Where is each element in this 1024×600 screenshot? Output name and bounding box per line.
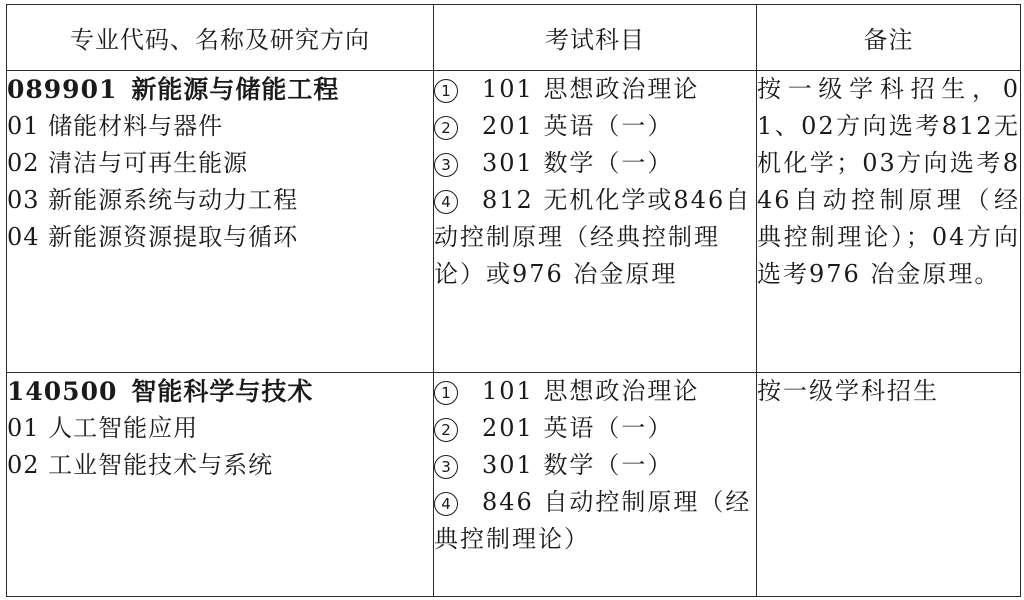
exam-text: 846 自动控制原理（经典控制理论）	[434, 488, 752, 553]
note-text: 按一级学科招生，01、02方向选考812无机化学；03方向选考846自动控制原理（经典控制理论）；04方向选考976 冶金原理。	[757, 75, 1020, 288]
exam-text: 201 英语（一）	[482, 414, 674, 442]
exam-text: 301 数学（一）	[482, 149, 674, 177]
header-notes: 备注	[757, 5, 1021, 71]
major-title	[7, 373, 433, 410]
circled-number: 4	[434, 492, 458, 516]
table-header-row	[7, 5, 1021, 71]
header-major: 专业代码、名称及研究方向	[7, 5, 434, 71]
exam-item	[434, 373, 756, 410]
major-code: 140500	[7, 377, 118, 406]
major-name: 智能科学与技术	[131, 377, 314, 406]
exam-item	[434, 484, 756, 558]
circled-number: 2	[434, 418, 458, 442]
table-row	[7, 373, 1021, 597]
major-code: 089901	[7, 75, 118, 104]
direction-item: 03 新能源系统与动力工程	[7, 186, 299, 214]
major-title	[7, 71, 433, 108]
exam-item	[434, 410, 756, 447]
exams-cell	[434, 373, 757, 597]
circled-number: 3	[434, 153, 458, 177]
exams-cell	[434, 71, 757, 373]
notes-cell	[757, 373, 1021, 597]
direction-item: 04 新能源资源提取与循环	[7, 223, 299, 251]
exam-item	[434, 108, 756, 145]
exam-text: 812 无机化学或846自动控制原理（经典控制理论）或976 冶金原理	[434, 186, 752, 288]
table-row	[7, 71, 1021, 373]
circled-number: 3	[434, 455, 458, 479]
direction-item: 01 人工智能应用	[7, 414, 199, 442]
major-cell	[7, 71, 434, 373]
circled-number: 2	[434, 116, 458, 140]
note-text: 按一级学科招生	[757, 377, 939, 405]
admissions-table	[6, 4, 1021, 597]
exam-text: 201 英语（一）	[482, 112, 674, 140]
circled-number: 1	[434, 381, 458, 405]
major-cell	[7, 373, 434, 597]
circled-number: 1	[434, 79, 458, 103]
circled-number: 4	[434, 190, 458, 214]
header-exams: 考试科目	[434, 5, 757, 71]
notes-cell	[757, 71, 1021, 373]
exam-text: 101 思想政治理论	[482, 377, 700, 405]
direction-item: 01 储能材料与器件	[7, 112, 224, 140]
direction-item: 02 清洁与可再生能源	[7, 149, 249, 177]
major-name: 新能源与储能工程	[131, 75, 340, 104]
exam-text: 301 数学（一）	[482, 451, 674, 479]
exam-item	[434, 71, 756, 108]
exam-item	[434, 182, 756, 293]
exam-text: 101 思想政治理论	[482, 75, 700, 103]
exam-item	[434, 145, 756, 182]
exam-item	[434, 447, 756, 484]
direction-item: 02 工业智能技术与系统	[7, 451, 274, 479]
